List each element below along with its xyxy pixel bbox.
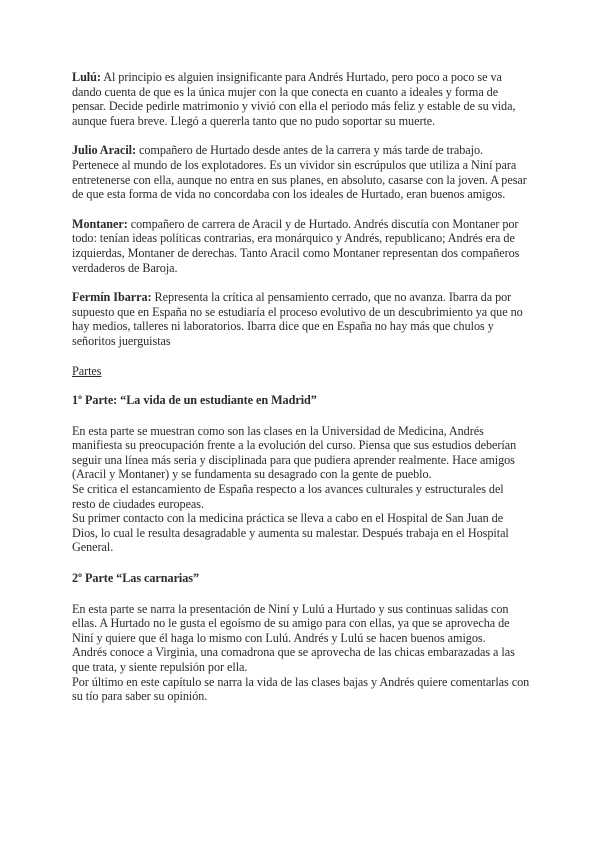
part-2-body — [72, 602, 530, 704]
character-lulu — [72, 70, 530, 128]
part-2-heading: 2º Parte “Las carnarias” — [72, 571, 200, 586]
part-1-line: Se critica el estancamiento de España respecto a los avances culturales y estructurales del resto de ciudades europeas. — [72, 482, 504, 511]
part-1-heading: 1º Parte: “La vida de un estudiante en Madrid” — [72, 393, 317, 408]
part-1-body — [72, 424, 530, 555]
part-2-line: Por último en este capítulo se narra la vida de las clases bajas y Andrés quiere comentarlas con su tío para saber su opinión. — [72, 674, 530, 704]
character-montaner — [72, 217, 530, 275]
character-julio-aracil — [72, 143, 530, 201]
character-description: compañero de Hurtado desde antes de la carrera y más tarde de trabajo. Pertenece al mundo de los explotadores. Es un vividor sin escrúpulos que utiliza a Niní para entretenerse con ella, aunque no entra en sus planes, en absoluto, casarse con la joven. A pesar de que esta forma de vida no concordaba con los ideales de Hurtado, eran buenos amigos. — [72, 143, 527, 202]
character-name: Julio Aracil: — [72, 143, 137, 158]
character-description: compañero de carrera de Aracil y de Hurtado. Andrés discutía con Montaner por todo: tenían ideas políticas contrarias, era monárquico y Andrés, republicano; Andrés era de izquierdas, Montaner de derechas. Tanto Aracil como Montaner representan dos compañeros verdaderos de Baroja. — [72, 216, 520, 275]
character-name: Lulú: — [72, 70, 101, 84]
part-1-line: Su primer contacto con la medicina práctica se lleva a cabo en el Hospital de San Juan de Dios, lo cual le resulta desagradable y aumenta su malestar. Después trabaja en el Hospital General. — [72, 511, 509, 555]
character-name: Montaner: — [72, 216, 128, 231]
section-label-partes: Partes — [72, 363, 102, 378]
character-name: Fermín Ibarra: — [72, 290, 152, 305]
part-2-line: Andrés conoce a Virginia, una comadrona que se aprovecha de las chicas embarazadas a las que trata, y siente repulsión por ella. — [72, 645, 515, 674]
character-description: Al principio es alguien insignificante para Andrés Hurtado, pero poco a poco se va dando cuenta de que es la única mujer con la que conecta en cuanto a ideales y forma de pensar. Decide pedirle matrimonio y vivió con ella el periodo más feliz y estable de su vida, aunque fuera breve. Llegó a quererla tanto que no pudo soportar su muerte. — [72, 70, 516, 128]
part-1-line: En esta parte se muestran como son las clases en la Universidad de Medicina, Andrés manifiesta su preocupación frente a la evolución del curso. Piensa que sus estudios deberían seguir una línea más seria y disciplinada para que pudiera aprender realmente. Hace amigos (Aracil y Montaner) y se fundamenta su desagrado con la gente de pueblo. — [72, 423, 517, 482]
character-description: Representa la crítica al pensamiento cerrado, que no avanza. Ibarra da por supuesto que en España no se estudiaría el proceso evolutivo de un descubrimiento ya que no hay medios, talleres ni laboratorios. Ibarra dice que en España no hay más que chulos y señoritos juerguistas — [72, 290, 523, 348]
part-2-line: En esta parte se narra la presentación de Niní y Lulú a Hurtado y sus continuas salidas con ellas. A Hurtado no le gusta el egoísmo de su amigo para con ellas, ya que se aprovecha de Niní y quiere que él haga lo mismo con Lulú. Andrés y Lulú se hacen buenos amigos. — [72, 601, 510, 645]
character-fermin-ibarra — [72, 290, 530, 348]
